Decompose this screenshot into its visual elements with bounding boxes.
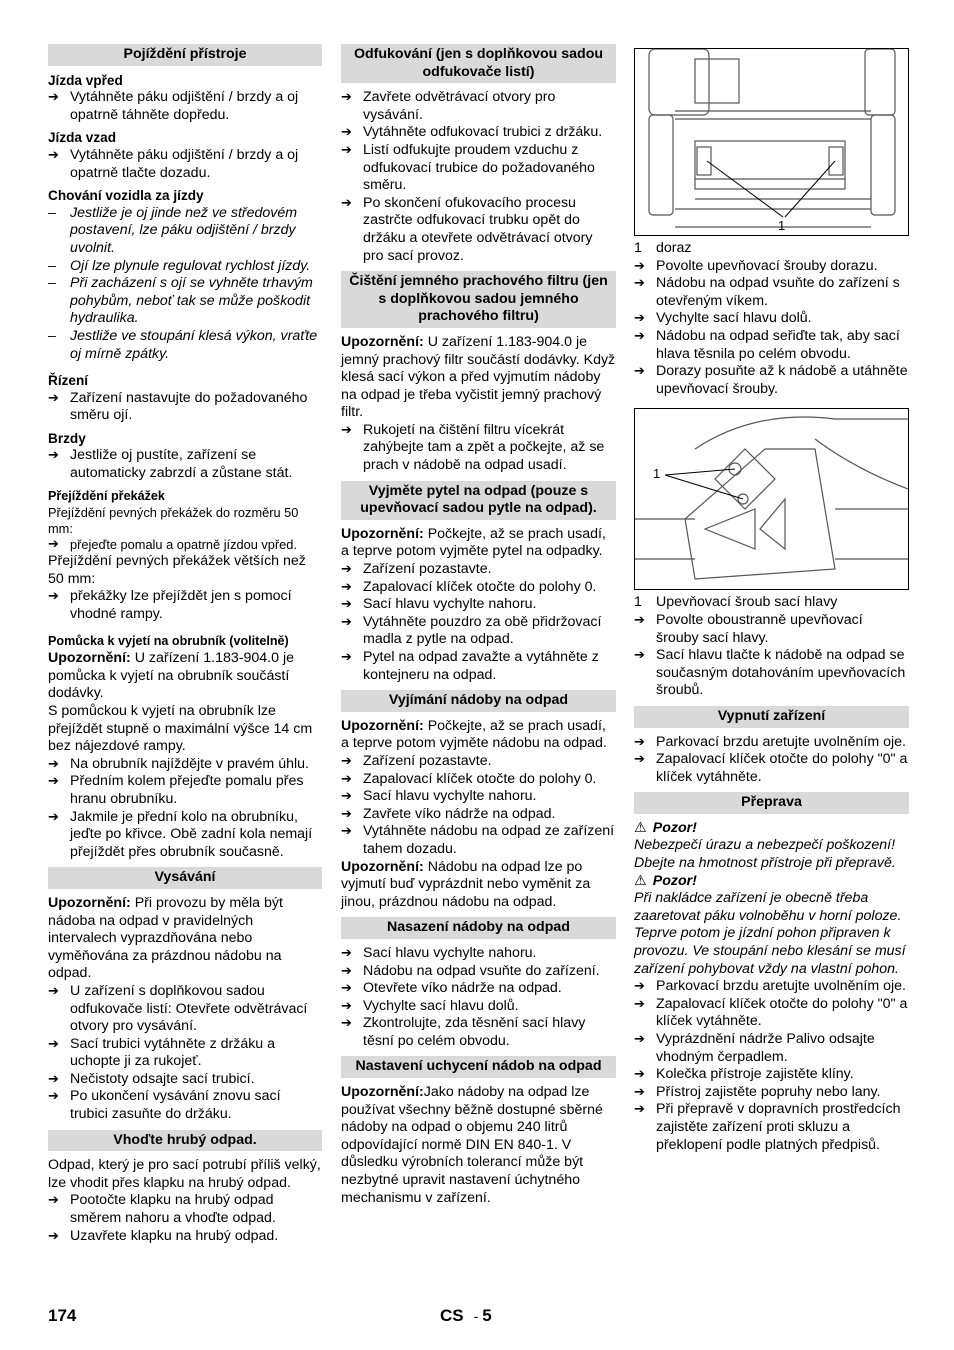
column-left — [48, 44, 322, 1245]
figure-callout-number: 1 — [778, 218, 786, 233]
step-filter: ➔ Rukojetí na čištění filtru vícekrát zahýbejte tam a zpět a počkejte, až se prach v nádobě na odpad usadí. — [341, 422, 616, 475]
step-suction-head: ➔ Povolte oboustranně upevňovací šrouby sací hlavy. — [634, 612, 909, 647]
warning-triangle-icon: ⚠ — [634, 819, 647, 836]
step-transport: ➔ Vyprázdnění nádrže Palivo odsajte vhodným čerpadlem. — [634, 1031, 909, 1066]
step-insert: ➔ Zkontrolujte, zda těsnění sací hlavy těsní po celém obvodu. — [341, 1015, 616, 1050]
step-stops: ➔ Nádobu na odpad seřiďte tak, aby sací hlava těsnila po celém obvodu. — [634, 328, 909, 363]
column-middle — [341, 44, 616, 1207]
section-heading-coarse: Vhoďte hrubý odpad. — [48, 1130, 322, 1152]
coarse-text: Odpad, který je pro sací potrubí příliš velký, lze vhodit přes klapku na hrubý odpad. — [48, 1157, 321, 1191]
behaviour-item: – Při zacházení s ojí se vyhněte trhavým pohybům, neboť tak se může poškodit hydraulika. — [48, 275, 322, 328]
step-vac: ➔ Sací trubici vytáhněte z držáku a uchopte ji za rukojeť. — [48, 1036, 322, 1071]
step-curb: ➔ Předním kolem přejeďte pomalu přes hranu obrubníku. — [48, 773, 322, 808]
obstacles-text: Přejíždění pevných překážek do rozměru 50 mm: — [48, 505, 299, 537]
section-heading-filter: Čištění jemného prachového filtru (jen s doplňkovou sadou jemného prachového filtru) — [341, 271, 616, 328]
section-heading-drive: Pojíždění přístroje — [48, 44, 322, 66]
language-page-label: CS - 5 — [440, 1306, 492, 1325]
page-number: 174 — [48, 1306, 77, 1325]
bag-note: Upozornění: Počkejte, až se prach usadí, a teprve potom vyjměte pytel na odpadky. — [341, 525, 606, 560]
step-shutdown: ➔ Parkovací brzdu aretujte uvolněním oje. — [634, 734, 909, 752]
remove-note: Upozornění: Počkejte, až se prach usadí, a teprve potom vyjměte nádobu na odpad. — [341, 717, 607, 752]
warning-triangle-icon: ⚠ — [634, 872, 647, 889]
step-bag: ➔ Zapalovací klíček otočte do polohy 0. — [341, 579, 616, 597]
section-heading-blowing: Odfukování (jen s doplňkovou sadou odfukovače listí) — [341, 44, 616, 83]
step-bag: ➔ Pytel na odpad zavažte a vytáhněte z kontejneru na odpad. — [341, 649, 616, 684]
section-heading-adjust: Nastavení uchycení nádob na odpad — [341, 1056, 616, 1078]
step-obstacles-large: ➔ překážky lze přejíždět jen s pomocí vhodné rampy. — [48, 588, 322, 623]
step-blow: ➔ Listí odfukujte proudem vzduchu z odfukovací trubice do požadovaného směru. — [341, 142, 616, 195]
warning-label: ⚠ Pozor! — [634, 819, 697, 836]
step-transport: ➔ Přístroj zajistěte popruhy nebo lany. — [634, 1084, 909, 1102]
warning-text: Nebezpečí úrazu a nebezpečí poškození! Dbejte na hmotnost přístroje při přepravě. — [634, 837, 896, 872]
curb-note: Upozornění: U zařízení 1.183-904.0 je pomůcka k vyjetí na obrubník součástí dodávky. — [48, 650, 295, 702]
step-transport: ➔ Parkovací brzdu aretujte uvolněním oje. — [634, 978, 909, 996]
step-forward: ➔ Vytáhněte páku odjištění / brzdy a oj opatrně táhněte dopředu. — [48, 89, 322, 124]
behaviour-item: – Jestliže ve stoupání klesá výkon, vraťte oj mírně zpátky. — [48, 328, 322, 363]
warning-text: Při nakládce zařízení je obecně třeba zaaretovat páku volnoběhu v horní poloze. Teprve potom je jízdní pohon připraven k provozu. Ve stoupání nebo klesání se musí zařízení pohybovat vždy na vlastní pohon. — [634, 890, 906, 977]
subheading-obstacles: Přejíždění překážek — [48, 488, 165, 503]
suction-head-illustration — [635, 409, 908, 589]
step-curb: ➔ Jakmile je přední kolo na obrubníku, jeďte po křivce. Obě zadní kola nemají přejíždět přes obrubník současně. — [48, 809, 322, 862]
column-right — [634, 44, 909, 1154]
step-transport: ➔ Kolečka přístroje zajistěte klíny. — [634, 1066, 909, 1084]
remove-note-2: Upozornění: Nádobu na odpad lze po vyjmutí buď vyprázdnit nebo vyměnit za jinou, prázdnou nádobu na odpad. — [341, 858, 591, 910]
step-insert: ➔ Vychylte sací hlavu dolů. — [341, 998, 616, 1016]
step-transport: ➔ Zapalovací klíček otočte do polohy "0" a klíček vytáhněte. — [634, 996, 909, 1031]
step-stops: ➔ Nádobu na odpad vsuňte do zařízení s otevřeným víkem. — [634, 275, 909, 310]
section-heading-transport: Přeprava — [634, 792, 909, 814]
subheading-reverse: Jízda vzad — [48, 130, 116, 146]
step-remove: ➔ Vytáhněte nádobu na odpad ze zařízení tahem dozadu. — [341, 823, 616, 858]
step-stops: ➔ Povolte upevňovací šrouby dorazu. — [634, 258, 909, 276]
behaviour-item: – Jestliže je oj jinde než ve středovém postavení, lze páku odjištění / brzdy uvolnit. — [48, 205, 322, 258]
step-blow: ➔ Zavřete odvětrávací otvory pro vysávání. — [341, 89, 616, 124]
step-remove: ➔ Sací hlavu vychylte nahoru. — [341, 788, 616, 806]
step-brakes: ➔ Jestliže oj pustíte, zařízení se automaticky zabrzdí a zůstane stát. — [48, 447, 322, 482]
step-vac: ➔ Po ukončení vysávání znovu sací trubici zasuňte do držáku. — [48, 1088, 322, 1123]
step-insert: ➔ Nádobu na odpad vsuňte do zařízení. — [341, 963, 616, 981]
step-remove: ➔ Zapalovací klíček otočte do polohy 0. — [341, 771, 616, 789]
vac-note: Upozornění: Při provozu by měla být nádoba na odpad v pravidelných intervalech vyprazdňována nebo vyměňována za prázdnou nádobu na odpad. — [48, 894, 283, 982]
step-remove: ➔ Zařízení pozastavte. — [341, 753, 616, 771]
step-vac: ➔ U zařízení s doplňkovou sadou odfukovače listí: Otevřete odvětrávací otvory pro vysávání. — [48, 983, 322, 1036]
step-remove: ➔ Zavřete víko nádrže na odpad. — [341, 806, 616, 824]
step-suction-head: ➔ Sací hlavu tlačte k nádobě na odpad se současným dotahováním upevňovacích šroubů. — [634, 647, 909, 700]
step-bag: ➔ Sací hlavu vychylte nahoru. — [341, 596, 616, 614]
step-coarse: ➔ Pootočte klapku na hrubý odpad směrem nahoru a vhoďte odpad. — [48, 1192, 322, 1227]
section-heading-vacuuming: Vysávání — [48, 867, 322, 889]
step-vac: ➔ Nečistoty odsajte sací trubicí. — [48, 1071, 322, 1089]
step-insert: ➔ Otevřete víko nádrže na odpad. — [341, 980, 616, 998]
filter-note: Upozornění: U zařízení 1.183-904.0 je jemný prachový filtr součástí dodávky. Když klesá sací výkon a před vyjmutím nádoby na odpad je třeba vyčistit jemný prachový filtr. — [341, 333, 616, 421]
subheading-brakes: Brzdy — [48, 430, 86, 446]
subheading-forward: Jízda vpřed — [48, 72, 123, 88]
figure-callout-number: 1 — [653, 466, 661, 482]
bin-stops-illustration — [635, 49, 908, 235]
figure-suction-head — [634, 408, 909, 590]
section-heading-shutdown: Vypnutí zařízení — [634, 706, 909, 728]
section-heading-bag: Vyjměte pytel na odpad (pouze s upevňovací sadou pytle na odpad). — [341, 481, 616, 520]
step-stops: ➔ Dorazy posuňte až k nádobě a utáhněte upevňovací šrouby. — [634, 363, 909, 398]
step-insert: ➔ Sací hlavu vychylte nahoru. — [341, 945, 616, 963]
warning-label: ⚠ Pozor! — [634, 872, 697, 889]
legend-item: 1 Upevňovací šroub sací hlavy — [634, 594, 838, 611]
step-stops: ➔ Vychylte sací hlavu dolů. — [634, 310, 909, 328]
subheading-curb: Pomůcka k vyjetí na obrubník (volitelně) — [48, 633, 289, 648]
step-shutdown: ➔ Zapalovací klíček otočte do polohy "0" a klíček vytáhněte. — [634, 751, 909, 786]
curb-text: S pomůckou k vyjetí na obrubník lze přejíždět stupně o maximální výšce 14 cm bez nájezdové rampy. — [48, 703, 313, 755]
step-bag: ➔ Vytáhněte pouzdro za obě přidržovací madla z pytle na odpad. — [341, 614, 616, 649]
legend-item: 1 doraz — [634, 240, 692, 256]
step-blow: ➔ Vytáhněte odfukovací trubici z držáku. — [341, 124, 616, 142]
subheading-steering: Řízení — [48, 373, 89, 389]
section-heading-remove-bin: Vyjímání nádoby na odpad — [341, 690, 616, 712]
step-blow: ➔ Po skončení ofukovacího procesu zastrčte odfukovací trubku opět do držáku a otevřete odvětrávací otvory pro sací provoz. — [341, 195, 616, 265]
step-steering: ➔ Zařízení nastavujte do požadovaného směru ojí. — [48, 390, 322, 425]
behaviour-item: – Ojí lze plynule regulovat rychlost jízdy. — [48, 258, 322, 276]
step-transport: ➔ Při přepravě v dopravních prostředcích zajistěte zařízení proti skluzu a překlopení podle platných předpisů. — [634, 1101, 909, 1154]
step-coarse: ➔ Uzavřete klapku na hrubý odpad. — [48, 1228, 322, 1246]
step-obstacles-small: ➔ přejeďte pomalu a opatrně jízdou vpřed. — [48, 537, 322, 553]
adjust-note: Upozornění:Jako nádoby na odpad lze používat všechny běžně dostupné sběrné nádoby na odpad o objemu 240 litrů odpovídající normě DIN EN 840-1. V důsledku výrobních tolerancí může být nezbytné upravit nastavení úchytného mechanismu v zařízení. — [341, 1084, 603, 1206]
section-heading-insert-bin: Nasazení nádoby na odpad — [341, 917, 616, 939]
figure-bin-stops — [634, 48, 909, 236]
obstacles-text: Přejíždění pevných překážek větších než 50 mm: — [48, 553, 306, 587]
step-curb: ➔ Na obrubník najíždějte v pravém úhlu. — [48, 756, 322, 774]
subheading-behaviour: Chování vozidla za jízdy — [48, 188, 204, 204]
step-bag: ➔ Zařízení pozastavte. — [341, 561, 616, 579]
step-reverse: ➔ Vytáhněte páku odjištění / brzdy a oj opatrně tlačte dozadu. — [48, 147, 322, 182]
